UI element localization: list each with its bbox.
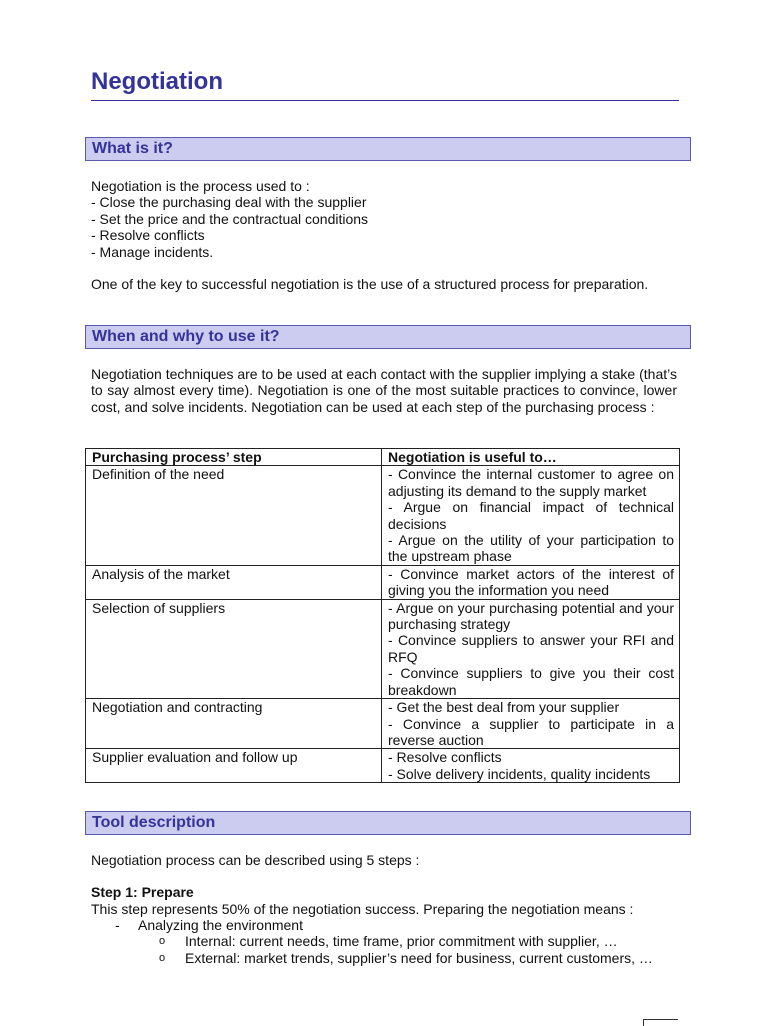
title-divider [91, 100, 679, 101]
table-cell-uses [382, 466, 680, 565]
what-line: - Manage incidents. [91, 243, 214, 260]
table-header-row [86, 449, 680, 466]
table-row [86, 699, 680, 749]
list-item-text: Internal: current needs, time frame, prior commitment with supplier, … [185, 933, 618, 950]
use-item: - Convince suppliers to answer your RFI and RFQ [388, 632, 674, 665]
tool-intro: Negotiation process can be described using 5 steps : [91, 852, 420, 868]
table-cell-uses [382, 565, 680, 599]
circle-bullet: o [159, 951, 166, 964]
table-row [86, 749, 680, 783]
page-number-box [643, 1019, 678, 1026]
table-cell-uses [382, 599, 680, 698]
what-line: - Set the price and the contractual conditions [91, 210, 369, 227]
use-item: - Solve delivery incidents, quality incidents [388, 765, 651, 782]
table-row [86, 599, 680, 698]
section-header-when-and-why: When and why to use it? [85, 325, 691, 349]
section-header-tool-description: Tool description [85, 811, 691, 835]
use-item: - Convince suppliers to give you their cost breakdown [388, 665, 674, 698]
use-item: - Convince market actors of the interest of giving you the information you need [388, 565, 674, 599]
table-cell-uses [382, 749, 680, 783]
table-row [86, 466, 680, 565]
list-item-text: Analyzing the environment [138, 917, 303, 933]
column-header-step: Purchasing process’ step [86, 449, 382, 466]
purchasing-steps-table [85, 448, 680, 783]
section-header-what-is-it: What is it? [85, 137, 691, 161]
step-1-title: Step 1: Prepare [91, 884, 194, 900]
page-title: Negotiation [91, 68, 223, 95]
what-line: - Close the purchasing deal with the supplier [91, 194, 367, 211]
what-line: Negotiation is the process used to : [91, 178, 310, 194]
table-cell-step: Supplier evaluation and follow up [86, 749, 382, 783]
key-sentence: One of the key to successful negotiation is the use of a structured process for preparation. [91, 276, 649, 292]
table-cell-step: Negotiation and contracting [86, 699, 382, 749]
use-item: - Resolve conflicts [388, 749, 502, 766]
what-line: - Resolve conflicts [91, 227, 205, 244]
step-1-text: This step represents 50% of the negotiation success. Preparing the negotiation means : [91, 901, 634, 917]
dash-bullet: - [115, 917, 120, 933]
table-cell-step: Analysis of the market [86, 565, 382, 599]
table-row [86, 565, 680, 599]
use-item: - Get the best deal from your supplier [388, 699, 620, 716]
use-item: - Argue on the utility of your participation to the upstream phase [388, 532, 674, 565]
circle-bullet: o [159, 935, 166, 948]
table-cell-step: Definition of the need [86, 466, 382, 565]
when-and-why-paragraph: Negotiation techniques are to be used at each contact with the supplier implying a stake (that’s to say almost every time). Negotiation is one of the most suitable practices to convince, lower cost, and solve incidents. Negotiation can be used at each step of the purchasing process : [91, 366, 677, 415]
use-item: - Argue on your purchasing potential and your purchasing strategy [388, 599, 674, 633]
what-is-it-text [91, 178, 677, 260]
use-item: - Convince a supplier to participate in a reverse auction [388, 715, 674, 748]
list-item-text: External: market trends, supplier’s need for business, current customers, … [185, 949, 653, 966]
use-item: - Convince the internal customer to agree on adjusting its demand to the supply market [388, 466, 674, 499]
column-header-usefulness: Negotiation is useful to… [382, 449, 680, 466]
table-cell-uses [382, 699, 680, 749]
use-item: - Argue on financial impact of technical decisions [388, 499, 674, 532]
table-cell-step: Selection of suppliers [86, 599, 382, 698]
